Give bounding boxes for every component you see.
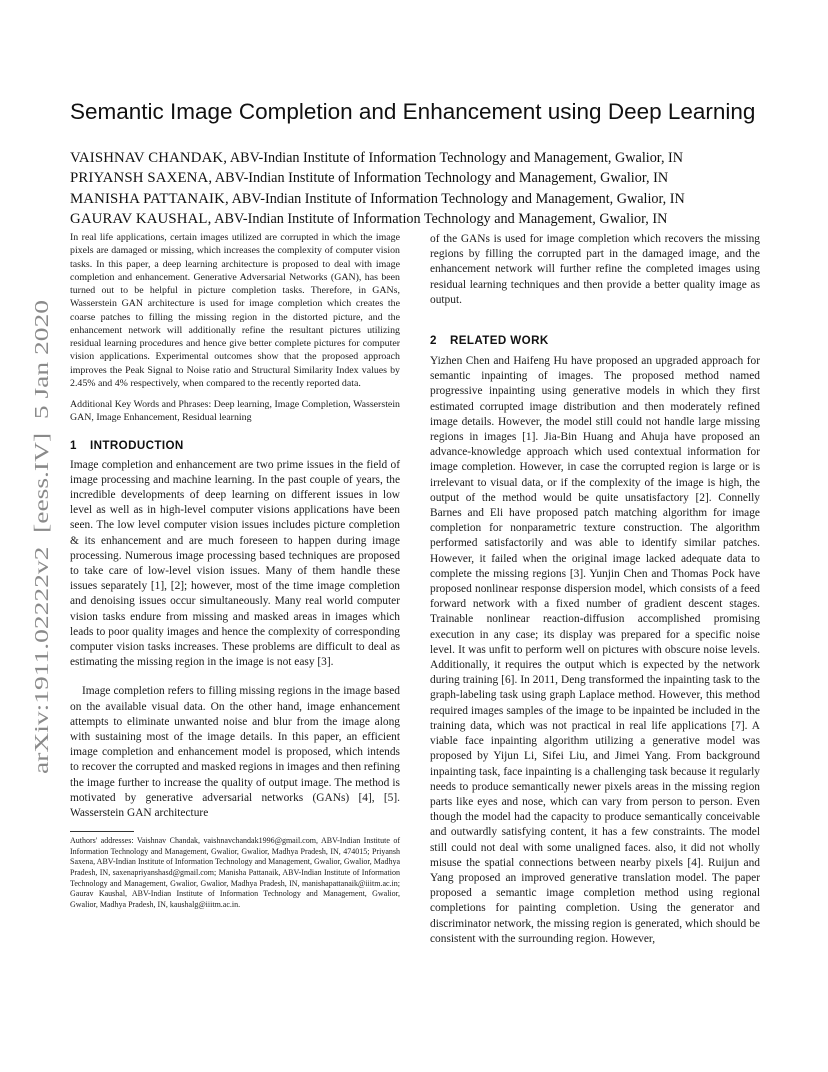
author-entry — [70, 189, 770, 209]
author-affiliation: ABV-Indian Institute of Information Technology and Management, Gwalior, IN — [228, 190, 685, 207]
section-title: RELATED WORK — [450, 334, 549, 348]
author-affiliation: ABV-Indian Institute of Information Technology and Management, Gwalior, IN — [212, 170, 669, 187]
section-heading-introduction — [70, 439, 400, 452]
section-number: 1 — [70, 438, 77, 452]
footnote-divider — [70, 831, 134, 832]
section-title: INTRODUCTION — [90, 438, 184, 452]
author-affiliation: ABV-Indian Institute of Information Technology and Management, Gwalior, IN — [227, 150, 684, 166]
abstract: In real life applications, certain images utilized are corrupted in which the image pixels are damaged or missing, which increases the complexity of computer vision tasks. In this paper, a deep learning architecture is proposed to deal with image completion and enhancement. Generative Adversarial Networks (GAN), has been turned out to be helpful in picture completion tasks. Therefore, in GANs, Wasserstein GAN architecture is used for image completion which creates the coarse patches to filling the missing region in the distorted picture, and the enhancement network will additionally refine the resultant pictures utilizing residual learning procedures and hence give better complete pictures for computer vision applications. Experimental outcomes show that the proposed approach improves the Peak Signal to Noise ratio and Structural Similarity Index values by 2.45% and 4% respectively, when compared to the recently reported data. — [70, 232, 400, 389]
related-work-paragraph: Yizhen Chen and Haifeng Hu have proposed an upgraded approach for semantic inpainting of images. The proposed method named progressive inpainting using generative models in which they first estimated corrupted image distribution and then moderately refined image details. However, the model still could not handle large missing regions in images [1]. Jia-Bin Huang and Ahuja have proposed an advance-knowledge approach which used contextual information for image completion. However, in case the corrupted region is large or is irrelevant to visual data, or if the complexity of the image is high, the output of the method would be quite unsatisfactory [2]. Connelly Barnes and Eli have proposed patch matching algorithm for image completion for nonparametric texture construction. The algorithm performed satisfactorily and was able to identify similar patches. However, it failed when the original image lacked adequate data to complete the missing regions [3]. Yunjin Chen and Thomas Pock have proposed nonlinear response dispersion model, which consists of a feed forward network with a fixed number of gradient descent stages. Trainable nonlinear reaction-diffusion accomplished promising execution in any case; its display was prepared for a specific noise level. It was unfit to perform well on pictures with obscure noise levels. Additionally, it requires the output which is expected by the network during training [6]. In 2011, Deng transformed the inpainting task to the graph-labeling task using graph Laplace method. However, this method required images samples of the image to be inpainted be included in the training data, which was not practical in real life applications [7]. A viable face inpainting algorithm utilizing a generative model was proposed by Yijun Li, Sifei Liu, and Jimei Yang. From background inpainting task, face inpainting is a challenging task because it regularly needs to produce semantically newer pixels areas in the missing region parts like eyes and nose, which can vary from person to person. Even though the model had the capacity to produce semantically conceivable and outwardly satisfying content, it has a few constraints. The model still could not deal with some unaligned faces. also, it did not wholly misuse the spatial connections between nearby pixels [4]. Ruijun and Yang proposed an improved generative translation model. The paper proposed a semantic image completion method using regional completions for painting completion. Using the generator and discriminator network, the missing region is generated, which should be consistent with the surrounding region. However, — [430, 355, 760, 945]
introduction-paragraph-2-continued: of the GANs is used for image completion which recovers the missing regions by filling the corrupted part in the damaged image, and the enhancement network will further refine the completed images using residual learning techniques and then provide a better quality image as output. — [430, 233, 760, 306]
section-heading-related-work — [430, 334, 760, 347]
author-entry — [70, 148, 770, 168]
right-column — [430, 232, 760, 947]
author-affiliation: ABV-Indian Institute of Information Technology and Management, Gwalior, IN — [211, 211, 668, 228]
arxiv-identifier-text: arXiv:1911.02222v2 [eess.IV] 5 Jan 2020 — [31, 420, 53, 774]
author-list — [70, 148, 770, 230]
left-column — [70, 231, 400, 910]
introduction-paragraph-1: Image completion and enhancement are two prime issues in the field of image processing and machine learning. In the past couple of years, the incredible developments of deep learning on different issues in low level as well as in high-level computer visions applications have been seen. The low level computer vision issues includes picture completion & its enhancement and are much foreseen to happen during image processing. Numerous image processing based techniques are proposed to take care of low-level vision issues. Many of them handle these issues separately [1], [2]; however, most of the time image completion and denoising issues occur simultaneously. Many real world computer vision tasks endure from missing and masked areas in images which leads to poor quality images and hence the complexity of corresponding computer vision tasks increases. These problems are difficult to deal as estimating the missing region in the image is not easy [3]. — [70, 458, 400, 669]
author-name: VAISHNAV CHANDAK, — [70, 150, 228, 166]
author-address-footnote: Authors' addresses: Vaishnav Chandak, vaishnavchandak1996@gmail.com, ABV-Indian Institute of Information Technology and Management, Gwalior, Gwalior, Madhya Pradesh, IN, 474015; Priyansh Saxena, ABV-Indian Institute of Information Technology and Management, Gwalior, Gwalior, Madhya Pradesh, IN, saxenapriyanshasd@gmail.com; Manisha Pattanaik, ABV-Indian Institute of Information Technology and Management, Gwalior, Gwalior, Madhya Pradesh, IN, manishapattanaik@iiitm.ac.in; Gaurav Kaushal, ABV-Indian Institute of Information Technology and Management, Gwalior, Gwalior, Madhya Pradesh, IN, kaushalg@iiitm.ac.in. — [70, 836, 400, 909]
author-name: MANISHA PATTANAIK, — [70, 190, 229, 207]
introduction-paragraph-2: Image completion refers to filling missing regions in the image based on the available visual data. On the other hand, image enhancement attempts to eliminate unwanted noise and blur from the image along with sustaining most of the image details. In this paper, an efficient image completion and enhancement model is proposed, which intends to recover the corrupted and masked regions in images and then refining the image further to increase the quality of output image. The method is motivated by generative adversarial networks (GANs) [4], [5]. Wasserstein GAN architecture — [70, 685, 400, 819]
keywords: Additional Key Words and Phrases: Deep learning, Image Completion, Wasserstein GAN, Image Enhancement, Residual learning — [70, 399, 400, 424]
paper-title: Semantic Image Completion and Enhancement using Deep Learning — [70, 99, 756, 124]
author-entry — [70, 209, 770, 229]
author-entry — [70, 168, 770, 188]
section-number: 2 — [430, 334, 437, 348]
author-name: GAURAV KAUSHAL, — [70, 211, 212, 228]
arxiv-identifier-stamp — [18, 298, 58, 778]
author-name: PRIYANSH SAXENA, — [70, 170, 213, 187]
